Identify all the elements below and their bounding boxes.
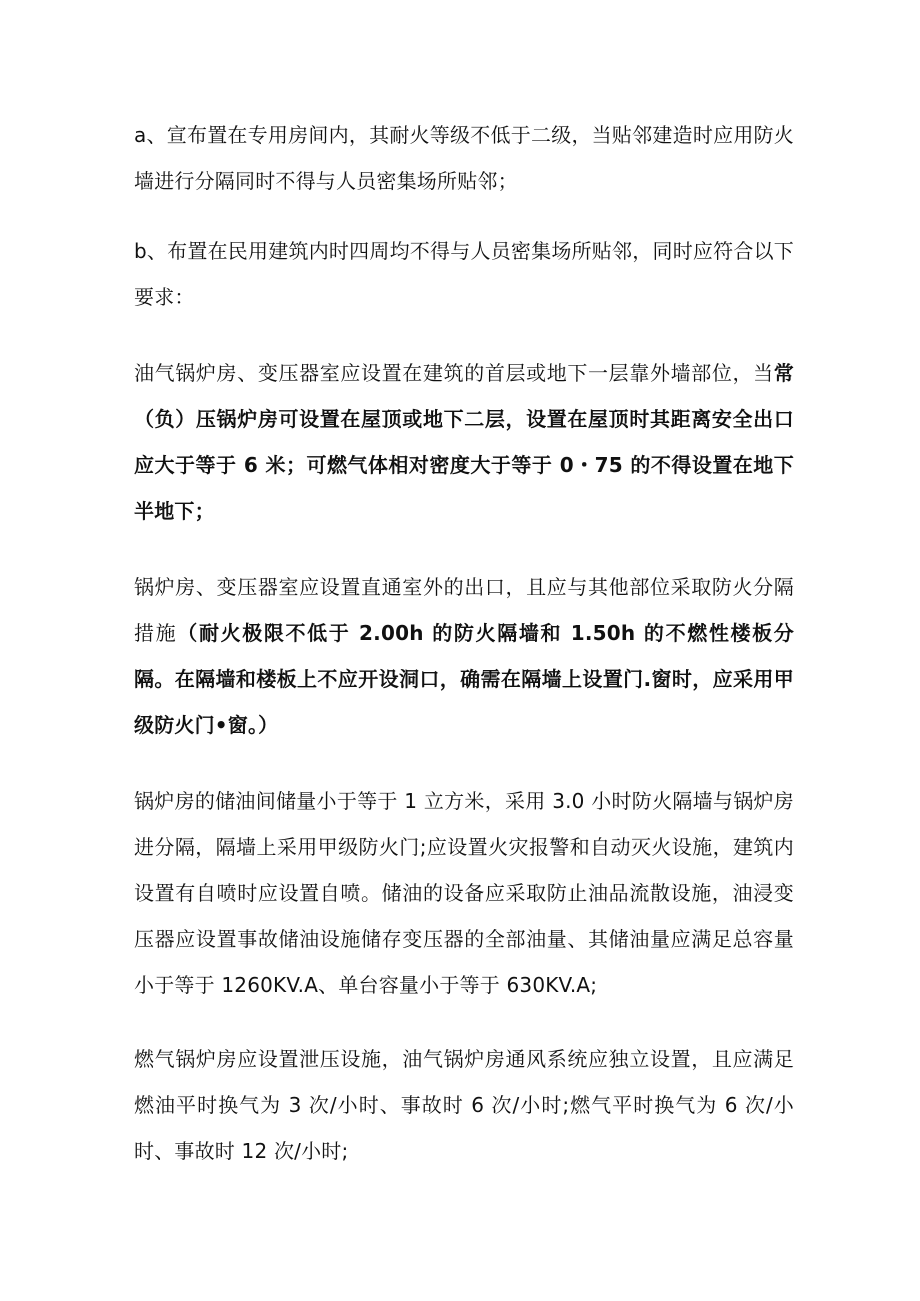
paragraph-exit-separation-bold: （耐火极限不低于 2.00h 的防火隔墙和 1.50h 的不燃性楼板分隔。在隔墙和楼板上不应开设洞口，确需在隔墙上设置门.窗时，应采用甲级防火门•窗。） (134, 621, 794, 737)
paragraph-a: a、宣布置在专用房间内，其耐火等级不低于二级，当贴邻建造时应用防火墙进行分隔同时不得与人员密集场所贴邻； (134, 123, 794, 193)
paragraph-exit-separation-normal: 锅炉房、变压器室应设置直通室外的出口，且应与其他部位采取防火分隔措施 (134, 575, 794, 645)
paragraph-exit-separation (134, 564, 794, 748)
paragraph-boiler-location-normal: 油气锅炉房、变压器室应设置在建筑的首层或地下一层靠外墙部位，当 (134, 361, 774, 385)
paragraph-oil-storage: 锅炉房的储油间储量小于等于 1 立方米，采用 3.0 小时防火隔墙与锅炉房进分隔，隔墙上采用甲级防火门;应设置火灾报警和自动灭火设施，建筑内设置有自喷时应设置自喷。储油的设备应采取防止油品流散设施，油浸变压器应设置事故储油设施储存变压器的全部油量、其储油量应满足总容量小于等于 1260KV.A、单台容量小于等于 630KV.A; (134, 789, 794, 997)
paragraph-ventilation: 燃气锅炉房应设置泄压设施，油气锅炉房通风系统应独立设置，且应满足燃油平时换气为 3 次/小时、事故时 6 次/小时;燃气平时换气为 6 次/小时、事故时 12 次/小时; (134, 1047, 794, 1163)
paragraph-boiler-location (134, 350, 794, 534)
paragraph-b: b、布置在民用建筑内时四周均不得与人员密集场所贴邻，同时应符合以下要求： (134, 239, 794, 309)
paragraph-boiler-location-bold: 常（负）压锅炉房可设置在屋顶或地下二层，设置在屋顶时其距离安全出口应大于等于 6 米；可燃气体相对密度大于等于 0・75 的不得设置在地下半地下； (134, 361, 794, 523)
